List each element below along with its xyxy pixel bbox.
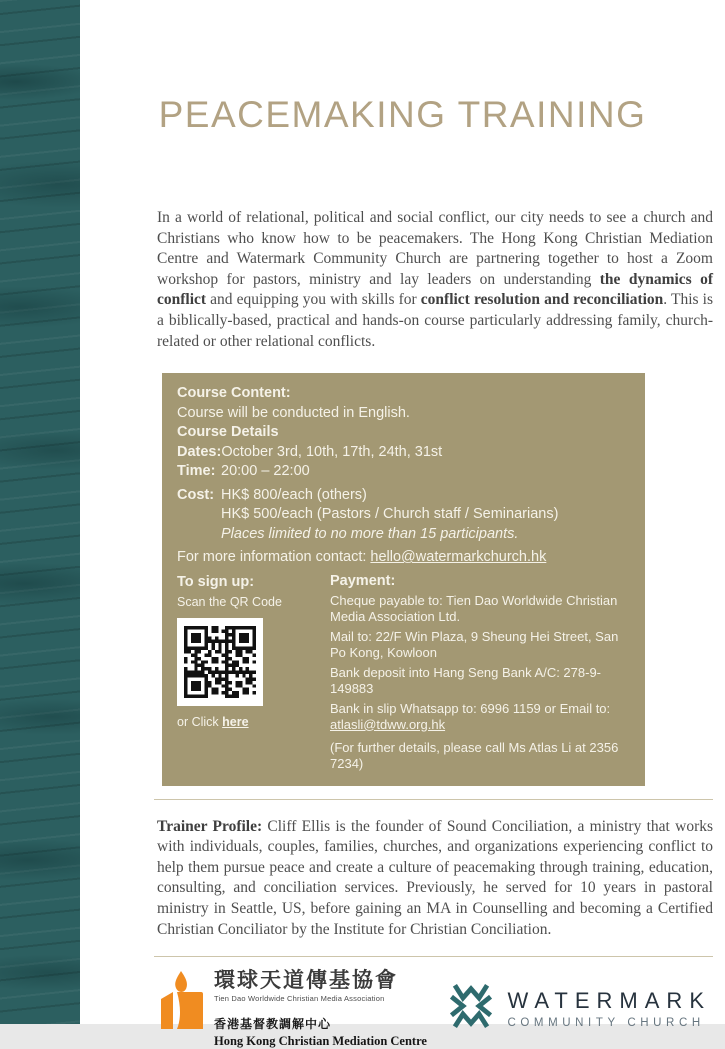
qr-code [177, 618, 263, 706]
payment-whatsapp-line [330, 701, 629, 733]
payment-column [330, 573, 629, 772]
cost-label: Cost: [177, 486, 215, 503]
info-contact-line [177, 548, 629, 568]
flyer-content [80, 0, 725, 1049]
dates-value: October 3rd, 10th, 17th, 24th, 31st [221, 443, 443, 460]
time-label: Time: [177, 463, 216, 480]
course-details-box [162, 373, 645, 786]
payment-heading: Payment: [330, 572, 396, 589]
signup-scan-hint: Scan the QR Code [177, 595, 282, 610]
cost-row [177, 486, 629, 545]
dates-row [177, 443, 629, 463]
divider-above-trainer [154, 799, 713, 800]
intro-text: . This is a biblically-based, practical and hands-on course particularly addressing family, church-related or other relational conflicts. [157, 291, 713, 350]
info-contact-text: For more information contact: [177, 549, 371, 566]
payment-email-link[interactable]: atlasli@tdww.org.hk [330, 716, 446, 732]
tiendao-logo-texts [214, 969, 427, 1049]
ocean-texture-strip [0, 0, 80, 1024]
intro-bold-dynamics: the dynamics of conflict [157, 270, 714, 309]
watermark-logo-texts [507, 989, 711, 1029]
dates-label: Dates: [177, 443, 222, 460]
cost-places-note: Places limited to no more than 15 participants. [221, 525, 519, 542]
click-here-line [177, 713, 330, 733]
intro-paragraph [157, 208, 713, 352]
payment-further-details-line: (For further details, please call Ms Atlas Li at 2356 7234) [330, 739, 619, 771]
intro-text: and equipping you with skills for [206, 291, 421, 309]
intro-bold-resolution: conflict resolution and reconciliation [420, 291, 664, 309]
signup-here-link[interactable]: here [222, 714, 249, 729]
payment-mail-line: Mail to: 22/F Win Plaza, 9 Sheung Hei Street, San Po Kong, Kowloon [330, 628, 619, 660]
watermark-logo-block [448, 983, 711, 1034]
qr-code-image [184, 626, 256, 698]
course-details-heading: Course Details [177, 424, 279, 441]
payment-bank-line: Bank deposit into Hang Seng Bank A/C: 278-9-149883 [330, 664, 602, 696]
signup-column [177, 573, 330, 772]
watermark-name: WATERMARK [507, 987, 711, 1013]
cost-line-pastors: HK$ 500/each (Pastors / Church staff / Seminarians) [221, 506, 559, 523]
cost-values [221, 486, 558, 545]
footer-logos [157, 969, 711, 1049]
time-row [177, 462, 629, 482]
tiendao-logo-block [157, 969, 427, 1049]
info-email-link[interactable]: hello@watermarkchurch.hk [370, 549, 547, 566]
payment-whatsapp-text: Bank in slip Whatsapp to: 6996 1159 or Email to: [330, 700, 611, 716]
hkcmc-chinese-name: 香港基督教調解中心 [214, 1017, 332, 1032]
watermark-logo-icon [448, 983, 494, 1034]
signup-payment-section [177, 573, 629, 772]
watermark-subtitle: COMMUNITY CHURCH [507, 1016, 705, 1029]
intro-text: In a world of relational, political and social conflict, our city needs to see a church and Christians who know how to be peacemakers. The Hong Kong Christian Mediation Centre and Watermark Community Church are partnering together to host a Zoom workshop for pastors, ministry and lay leaders on understanding [157, 209, 713, 288]
tiendao-chinese-name: 環球天道傳基協會 [214, 969, 398, 993]
tiendao-english-name: Tien Dao Worldwide Christian Media Association [214, 994, 385, 1004]
trainer-profile-text: Cliff Ellis is the founder of Sound Conciliation, a ministry that works with individuals, couples, families, churches, and organizations experiencing conflict to help them pursue peace and create a culture of peacemaking through training, education, consulting, and conciliation services. Previously, he served for 10 years in pastoral ministry in Seattle, US, before gaining an MA in Counselling and becoming a Certified Christian Conciliator by the Institute for Christian Conciliation. [157, 817, 714, 938]
course-language-line: Course will be conducted in English. [177, 404, 410, 421]
page-title: PEACEMAKING TRAINING [158, 94, 647, 135]
divider-above-logos [154, 956, 713, 957]
hkcmc-english-name: Hong Kong Christian Mediation Centre [214, 1034, 427, 1049]
trainer-profile-label: Trainer Profile: [157, 817, 263, 835]
payment-cheque-line: Cheque payable to: Tien Dao Worldwide Christian Media Association Ltd. [330, 592, 618, 624]
trainer-profile-paragraph [157, 817, 713, 941]
time-value: 20:00 – 22:00 [221, 463, 310, 480]
cost-line-others: HK$ 800/each (others) [221, 486, 367, 503]
click-here-text: or Click [177, 714, 223, 729]
course-content-heading: Course Content: [177, 385, 291, 402]
signup-heading: To sign up: [177, 573, 255, 590]
tiendao-logo-icon [157, 969, 205, 1049]
